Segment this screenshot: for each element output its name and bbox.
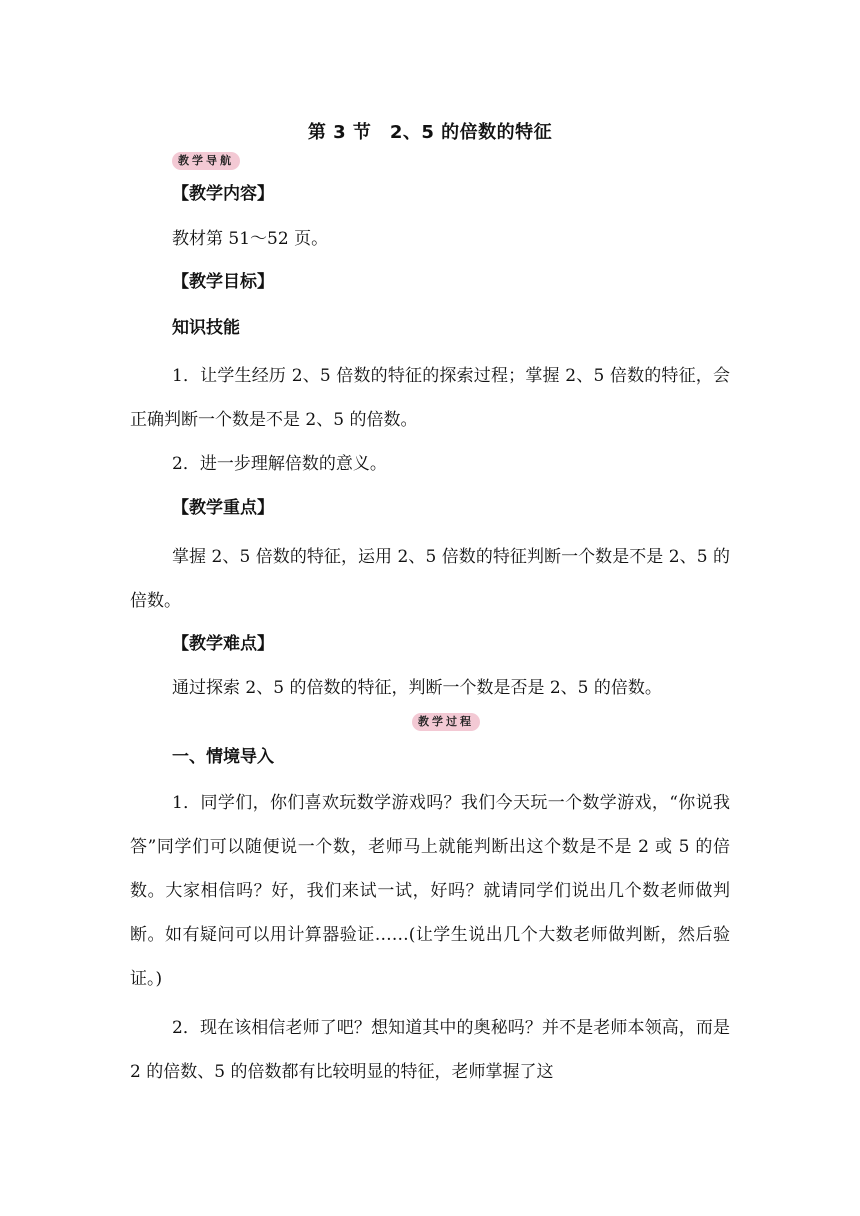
teaching-guide-badge: 教学导航 (172, 152, 240, 170)
intro-2-paragraph: 2．现在该相信老师了吧？想知道其中的奥秘吗？并不是老师本领高，而是 2 的倍数、5 的倍数都有比较明显的特征，老师掌握了这 (130, 1018, 730, 1082)
content-text: 教材第 51～52 页。 (172, 229, 329, 249)
skills-heading: 知识技能 (172, 318, 240, 338)
key-paragraph: 掌握 2、5 倍数的特征，运用 2、5 倍数的特征判断一个数是不是 2、5 的倍数。 (130, 547, 730, 611)
difficulty-text: 通过探索 2、5 的倍数的特征，判断一个数是否是 2、5 的倍数。 (172, 678, 662, 698)
intro-1-paragraph: 1．同学们，你们喜欢玩数学游戏吗？我们今天玩一个数学游戏，“你说我答”同学们可以随便说一个数，老师马上就能判断出这个数是不是 2 或 5 的倍数。大家相信吗？好，我们来试一试，好吗？就请同学们说出几个数老师做判断。如有疑问可以用计算器验证……(让学生说出几个大数老师做判断，然后验证。) (130, 793, 730, 989)
difficulty-heading: 【教学难点】 (172, 634, 274, 654)
teaching-process-badge: 教学过程 (412, 713, 480, 731)
goal-1-paragraph: 1．让学生经历 2、5 倍数的特征的探索过程；掌握 2、5 倍数的特征，会正确判断一个数是不是 2、5 的倍数。 (130, 366, 730, 430)
page-title: 第 3 节 2、5 的倍数的特征 (307, 122, 553, 143)
goals-heading: 【教学目标】 (172, 272, 274, 292)
goal-2-text: 2．进一步理解倍数的意义。 (172, 454, 387, 474)
content-heading: 【教学内容】 (172, 184, 274, 204)
intro-heading: 一、情境导入 (172, 747, 274, 767)
key-heading: 【教学重点】 (172, 498, 274, 518)
